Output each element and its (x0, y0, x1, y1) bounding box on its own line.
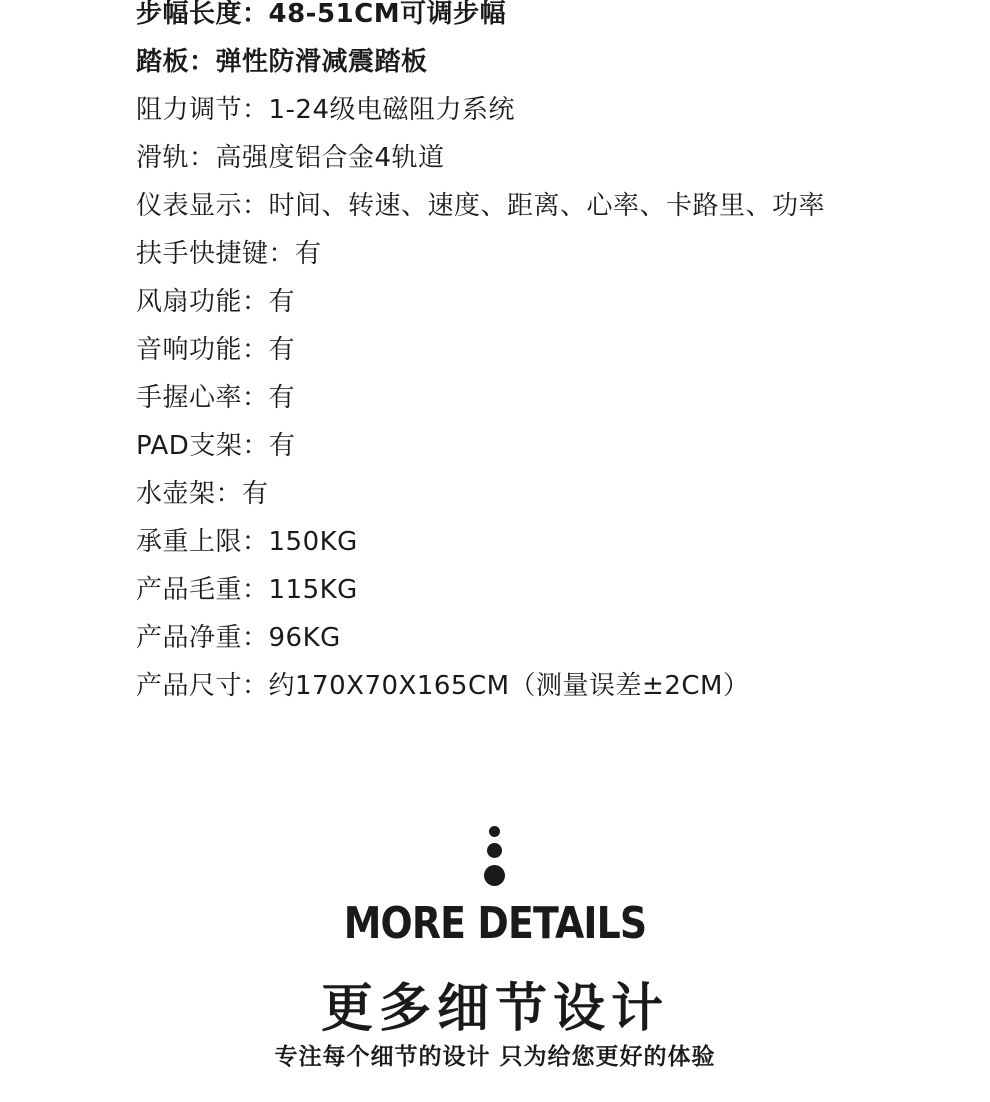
dot-small (489, 826, 500, 837)
spec-stride-length: 步幅长度：48-51CM可调步幅 (136, 0, 507, 29)
spec-gross-weight: 产品毛重：115KG (136, 575, 358, 605)
spec-grip-heart-rate: 手握心率：有 (136, 383, 296, 413)
spec-display: 仪表显示：时间、转速、速度、距离、心率、卡路里、功率 (136, 191, 826, 221)
spec-handle-shortcut: 扶手快捷键：有 (136, 239, 322, 269)
dot-medium (487, 843, 502, 858)
spec-pad-holder: PAD支架：有 (136, 431, 296, 461)
spec-fan: 风扇功能：有 (136, 287, 296, 317)
section-title-cn: 更多细节设计 (320, 979, 669, 1039)
spec-rail: 滑轨：高强度铝合金4轨道 (136, 143, 445, 173)
section-tagline: 专注每个细节的设计 只为给您更好的体验 (274, 1044, 716, 1070)
spec-list (136, 0, 825, 710)
spec-dimensions: 产品尺寸：约170X70X165CM（测量误差±2CM） (136, 671, 750, 701)
spec-max-load: 承重上限：150KG (136, 527, 358, 557)
section-title-en: MORE DETAILS (343, 898, 647, 949)
spec-net-weight: 产品净重：96KG (136, 623, 341, 653)
spec-bottle-holder: 水壶架：有 (136, 479, 269, 509)
spec-audio: 音响功能：有 (136, 335, 296, 365)
spec-pedal: 踏板：弹性防滑减震踏板 (136, 47, 428, 77)
dot-large (484, 865, 505, 886)
spec-resistance: 阻力调节：1-24级电磁阻力系统 (136, 95, 516, 125)
